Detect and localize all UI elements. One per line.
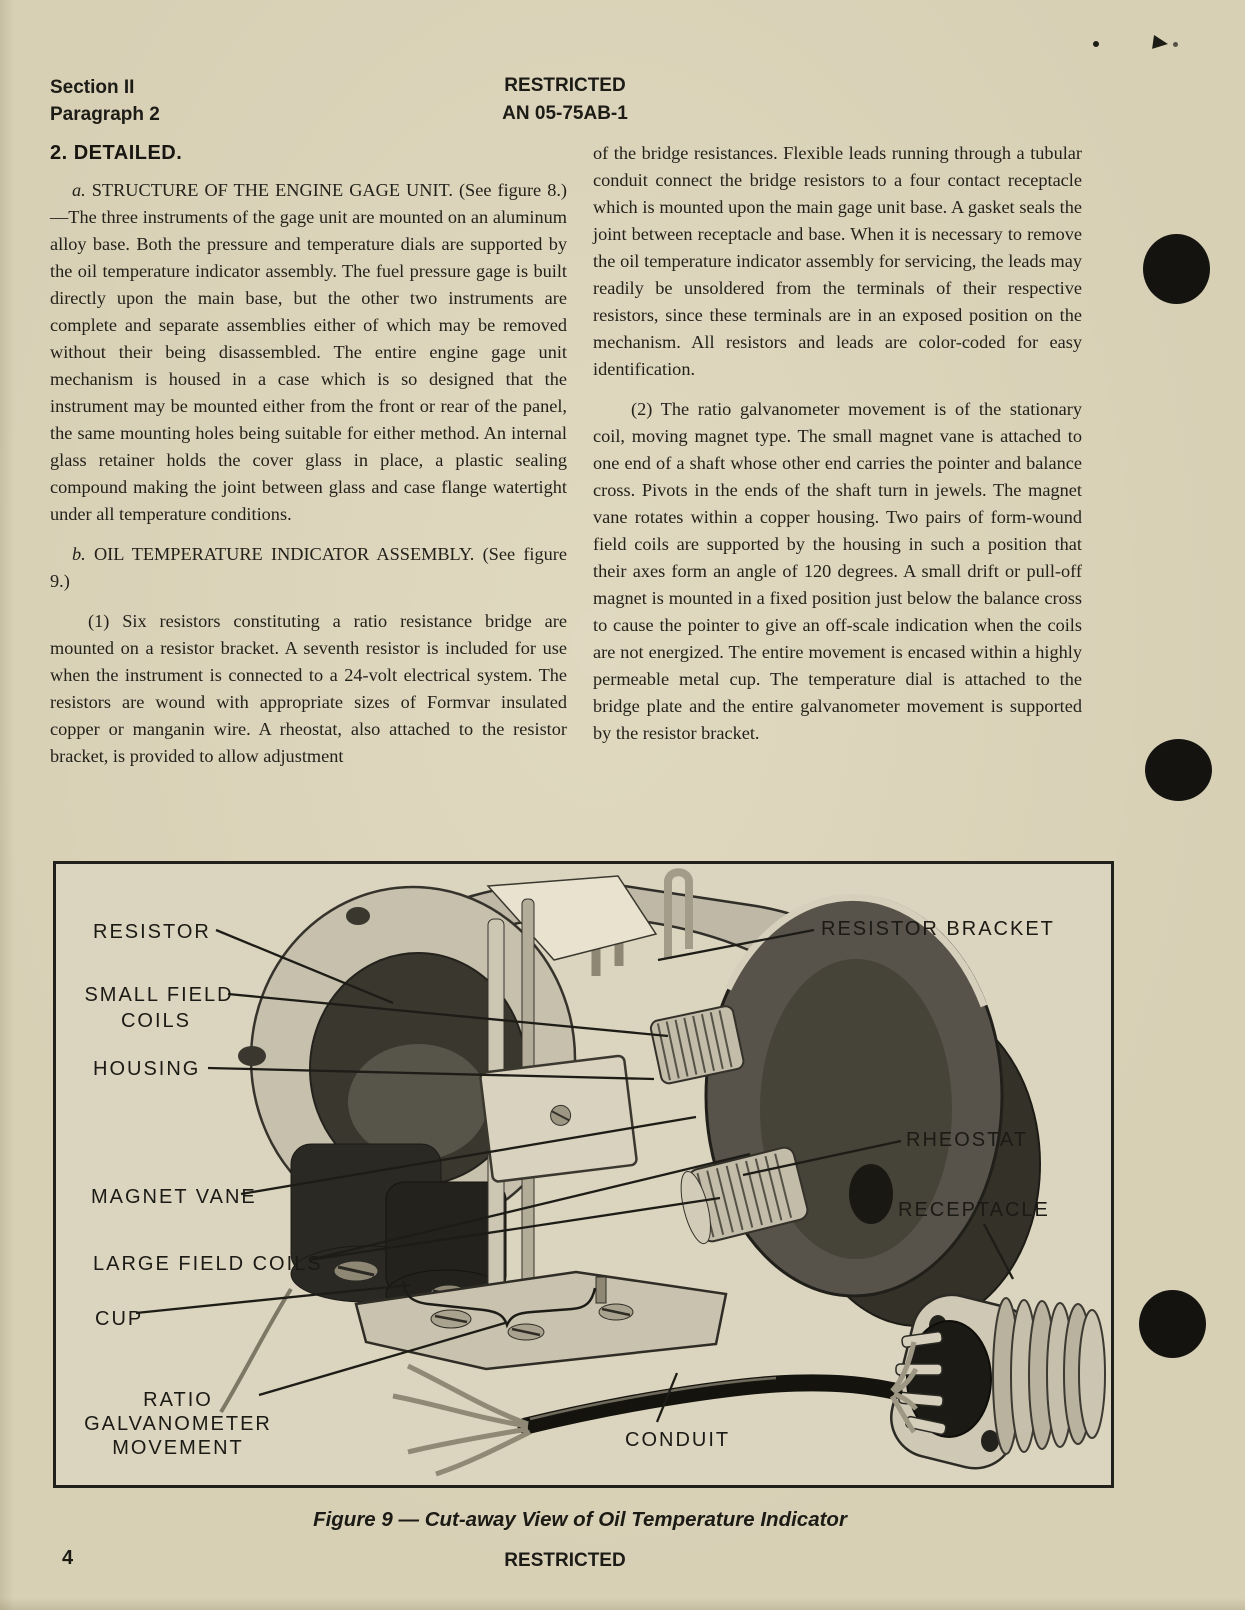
cavity-inner [348, 1044, 488, 1160]
wires-left-fan [393, 1366, 530, 1474]
conduit-cable [526, 1383, 894, 1426]
flange-hole-2 [346, 907, 370, 925]
label-resistor: RESISTOR [93, 921, 211, 943]
label-conduit: CONDUIT [625, 1429, 731, 1451]
label-ratio-line1: RATIO [143, 1389, 213, 1411]
header-section: Section II [50, 77, 135, 98]
section-heading: 2. DETAILED. [50, 142, 183, 164]
paragraph-b-note: (See figure 9.) [50, 544, 567, 591]
paragraph-a-letter: a. [72, 180, 86, 200]
figure-caption: Figure 9 — Cut-away View of Oil Temperature Indicator [313, 1508, 847, 1531]
paragraph-b-title: OIL TEMPERATURE INDICATOR ASSEMBLY. [85, 544, 483, 564]
ink-speck-arrow [1152, 35, 1169, 51]
lead-wire [221, 1289, 291, 1412]
paragraph-b2: (2) The ratio galvanometer movement is of the stationary coil, moving magnet type. The small magnet vane is attached to one end of a shaft whose other end carries the pointer and balance cross. Pivots in the ends of the shaft turn in jewels. The magnet vane rotates within a copper housing. Two pairs of form-wound field coils are supported by the housing in such a position that their axes form an angle of 120 degrees. A small drift or pull-off magnet is mounted in a fixed position just below the balance cross to cause the pointer to give an off-scale indication when the coils are not energized. The entire movement is encased within a highly permeable metal cup. The temperature dial is attached to the bridge plate and the entire galvanometer movement is supported by the resistor bracket. [593, 399, 1082, 743]
header-classification: RESTRICTED [504, 75, 626, 96]
paragraph-b1: (1) Six resistors constituting a ratio resistance bridge are mounted on a resistor bracket. A seventh resistor is included for use when the instrument is connected to a 24-volt electrical system. The resistors are wound with appropriate sizes of Formvar insulated copper or manganin wire. A rheostat, also attached to the resistor bracket, is provided to allow adjustment [50, 611, 567, 766]
figure-illustration [56, 864, 1111, 1485]
paragraph-a-body: (See figure 8.)—The three instruments of the gage unit are mounted on an aluminum alloy base. Both the pressure and temperature dials are supported by the oil temperature indicator assembly. The fuel pressure gage is built directly upon the main base, but the other two instruments are complete and separate assemblies either of which may be removed without their being disassembled. The entire engine gage unit mechanism is housed in a case which is so designed that the instrument may be mounted either from the front or rear of the panel, the same mounting holes being suitable for either method. An internal glass retainer holds the cover glass in place, a plastic sealing compound making the joint between glass and case flange watertight under all temperature conditions. [50, 180, 567, 524]
label-receptacle: RECEPTACLE [898, 1199, 1050, 1221]
label-small-field-coils-line2: COILS [120, 1010, 192, 1032]
bracket-hole [849, 1164, 893, 1224]
label-ratio-line3: MOVEMENT [112, 1437, 244, 1459]
label-magnet-vane: MAGNET VANE [91, 1186, 257, 1208]
label-ratio-line2: GALVANOMETER [84, 1413, 272, 1435]
header-section-block [50, 74, 160, 128]
left-column [50, 140, 567, 783]
paragraph-a [50, 177, 567, 528]
paragraph-b-letter: b. [72, 544, 86, 564]
paragraph-b [50, 541, 567, 595]
right-column [593, 140, 1082, 760]
label-large-field-coils: LARGE FIELD COILS [93, 1253, 323, 1275]
flange-hole-1 [238, 1046, 266, 1066]
label-rheostat: RHEOSTAT [906, 1129, 1028, 1151]
label-small-field-coils-line1: SMALL FIELD [84, 984, 234, 1006]
punch-hole-mark-1 [1143, 234, 1210, 304]
footer-classification: RESTRICTED [504, 1550, 626, 1571]
punch-hole-mark-3 [1139, 1290, 1206, 1358]
header-paragraph: Paragraph 2 [50, 104, 160, 125]
header-doc-number: AN 05-75AB-1 [502, 103, 628, 124]
receptacle-assembly [883, 1286, 1105, 1476]
label-cup: CUP [95, 1308, 144, 1330]
paragraph-a-title: STRUCTURE OF THE ENGINE GAGE UNIT. [85, 180, 459, 200]
paragraph-b1-continued: of the bridge resistances. Flexible leads running through a tubular conduit connect the bridge resistors to a four contact receptacle which is mounted upon the main gage unit base. A gasket seals the joint between receptacle and base. When it is necessary to remove the oil temperature indicator assembly for servicing, the leads may readily be unsoldered from the terminals of their respective resistors, since these terminals are in an exposed position on the mechanism. All resistors and leads are color-coded for easy identification. [593, 143, 1082, 379]
ink-speck-2 [1173, 42, 1178, 47]
figure-9-box [53, 861, 1114, 1488]
punch-hole-mark-2 [1145, 739, 1212, 801]
label-housing: HOUSING [93, 1058, 201, 1080]
label-resistor-bracket: RESISTOR BRACKET [821, 918, 1055, 940]
header-center-block [415, 72, 715, 128]
page-number: 4 [62, 1547, 74, 1569]
ink-speck-1 [1093, 41, 1099, 47]
